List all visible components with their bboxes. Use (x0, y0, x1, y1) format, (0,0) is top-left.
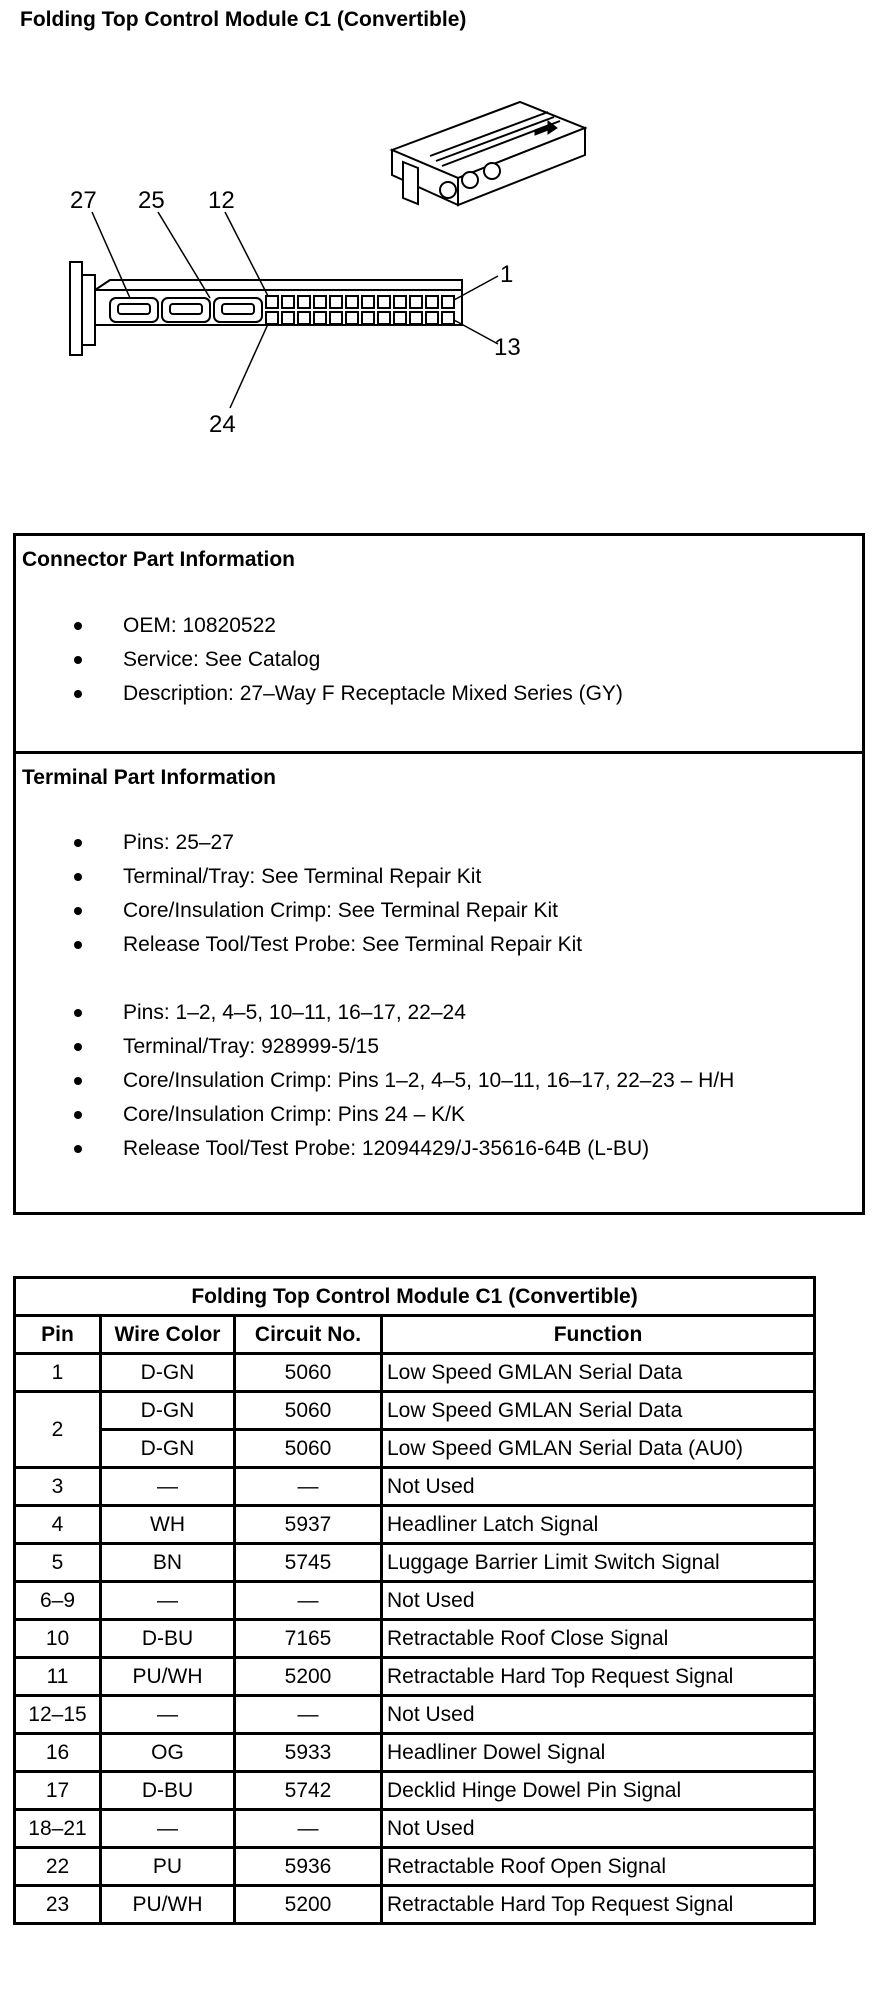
pin-cell: 23 (15, 1886, 101, 1924)
function-cell: Low Speed GMLAN Serial Data (382, 1392, 815, 1430)
function-cell: Luggage Barrier Limit Switch Signal (382, 1544, 815, 1582)
table-row (15, 1848, 815, 1886)
pin-cell: 10 (15, 1620, 101, 1658)
circuit-cell: 5200 (235, 1886, 382, 1924)
list-item: Terminal/Tray: See Terminal Repair Kit (16, 860, 862, 894)
wire-color-cell: — (101, 1810, 235, 1848)
pin-cell: 22 (15, 1848, 101, 1886)
function-cell: Not Used (382, 1696, 815, 1734)
wire-color-cell: BN (101, 1544, 235, 1582)
page-title: Folding Top Control Module C1 (Convertible) (20, 8, 467, 31)
circuit-cell: — (235, 1468, 382, 1506)
wire-color-cell: D-GN (101, 1430, 235, 1468)
wire-color-cell: D-BU (101, 1772, 235, 1810)
wire-color-cell: — (101, 1468, 235, 1506)
pin-cell: 11 (15, 1658, 101, 1696)
circuit-cell: 5936 (235, 1848, 382, 1886)
table-row (15, 1430, 815, 1468)
column-header: Pin (15, 1316, 101, 1354)
pin-cell: 18–21 (15, 1810, 101, 1848)
callout-12: 12 (208, 187, 235, 214)
table-row (15, 1506, 815, 1544)
table-row (15, 1392, 815, 1430)
function-cell: Not Used (382, 1468, 815, 1506)
function-cell: Low Speed GMLAN Serial Data (382, 1354, 815, 1392)
circuit-cell: 7165 (235, 1620, 382, 1658)
circuit-cell: — (235, 1810, 382, 1848)
list-item: Description: 27–Way F Receptacle Mixed Series (GY) (16, 677, 862, 711)
function-cell: Retractable Hard Top Request Signal (382, 1658, 815, 1696)
list-item: Release Tool/Test Probe: See Terminal Repair Kit (16, 928, 862, 962)
circuit-cell: 5060 (235, 1392, 382, 1430)
terminal-info-list-2 (16, 996, 862, 1166)
table-row (15, 1620, 815, 1658)
function-cell: Decklid Hinge Dowel Pin Signal (382, 1772, 815, 1810)
function-cell: Not Used (382, 1810, 815, 1848)
table-row (15, 1582, 815, 1620)
wire-color-cell: PU/WH (101, 1658, 235, 1696)
table-row (15, 1468, 815, 1506)
function-cell: Retractable Roof Open Signal (382, 1848, 815, 1886)
callout-13: 13 (494, 334, 521, 361)
pin-cell: 1 (15, 1354, 101, 1392)
function-cell: Retractable Roof Close Signal (382, 1620, 815, 1658)
connector-info-title: Connector Part Information (22, 548, 296, 571)
column-header: Function (382, 1316, 815, 1354)
terminal-info-list-1 (16, 826, 862, 962)
column-header: Circuit No. (235, 1316, 382, 1354)
terminal-info-title: Terminal Part Information (22, 766, 276, 789)
pin-cell: 2 (15, 1392, 101, 1468)
wire-color-cell: — (101, 1696, 235, 1734)
wire-color-cell: D-GN (101, 1392, 235, 1430)
callout-27: 27 (70, 187, 97, 214)
callout-1: 1 (500, 261, 514, 288)
pin-cell: 12–15 (15, 1696, 101, 1734)
function-cell: Not Used (382, 1582, 815, 1620)
callout-24: 24 (209, 411, 236, 438)
table-row (15, 1734, 815, 1772)
connector-front-view (70, 262, 462, 355)
function-cell: Retractable Hard Top Request Signal (382, 1886, 815, 1924)
table-row (15, 1772, 815, 1810)
table-title: Folding Top Control Module C1 (Convertible) (15, 1278, 815, 1316)
connector-info-list (16, 609, 862, 711)
list-item: Core/Insulation Crimp: See Terminal Repair Kit (16, 894, 862, 928)
list-item: Release Tool/Test Probe: 12094429/J-35616-64B (L-BU) (16, 1132, 862, 1166)
connector-part-information (16, 536, 862, 754)
table-row (15, 1696, 815, 1734)
list-item: Core/Insulation Crimp: Pins 24 – K/K (16, 1098, 862, 1132)
function-cell: Low Speed GMLAN Serial Data (AU0) (382, 1430, 815, 1468)
list-item: Terminal/Tray: 928999-5/15 (16, 1030, 862, 1064)
table-row (15, 1658, 815, 1696)
list-item: Service: See Catalog (16, 643, 862, 677)
circuit-cell: 5200 (235, 1658, 382, 1696)
pin-cell: 6–9 (15, 1582, 101, 1620)
wire-color-cell: D-GN (101, 1354, 235, 1392)
column-header: Wire Color (101, 1316, 235, 1354)
list-item: OEM: 10820522 (16, 609, 862, 643)
table-row (15, 1544, 815, 1582)
wire-color-cell: PU/WH (101, 1886, 235, 1924)
connector-diagram (0, 0, 880, 460)
wire-color-cell: WH (101, 1506, 235, 1544)
table-row (15, 1354, 815, 1392)
circuit-cell: — (235, 1582, 382, 1620)
circuit-cell: 5742 (235, 1772, 382, 1810)
pin-cell: 16 (15, 1734, 101, 1772)
pin-cell: 5 (15, 1544, 101, 1582)
pin-cell: 3 (15, 1468, 101, 1506)
part-information-box (13, 533, 865, 1215)
circuit-cell: — (235, 1696, 382, 1734)
wire-color-cell: — (101, 1582, 235, 1620)
list-item: Core/Insulation Crimp: Pins 1–2, 4–5, 10–11, 16–17, 22–23 – H/H (16, 1064, 862, 1098)
table-header-row (15, 1316, 815, 1354)
circuit-cell: 5937 (235, 1506, 382, 1544)
wire-color-cell: PU (101, 1848, 235, 1886)
list-item: Pins: 1–2, 4–5, 10–11, 16–17, 22–24 (16, 996, 862, 1030)
terminal-part-information (16, 754, 862, 1212)
table-row (15, 1886, 815, 1924)
list-item: Pins: 25–27 (16, 826, 862, 860)
connector-3d-illustration (392, 102, 585, 205)
circuit-cell: 5745 (235, 1544, 382, 1582)
pinout-table (13, 1276, 816, 1925)
pin-cell: 17 (15, 1772, 101, 1810)
function-cell: Headliner Latch Signal (382, 1506, 815, 1544)
callout-25: 25 (138, 187, 165, 214)
wire-color-cell: OG (101, 1734, 235, 1772)
function-cell: Headliner Dowel Signal (382, 1734, 815, 1772)
circuit-cell: 5060 (235, 1430, 382, 1468)
circuit-cell: 5933 (235, 1734, 382, 1772)
table-row (15, 1810, 815, 1848)
pin-cell: 4 (15, 1506, 101, 1544)
circuit-cell: 5060 (235, 1354, 382, 1392)
wire-color-cell: D-BU (101, 1620, 235, 1658)
